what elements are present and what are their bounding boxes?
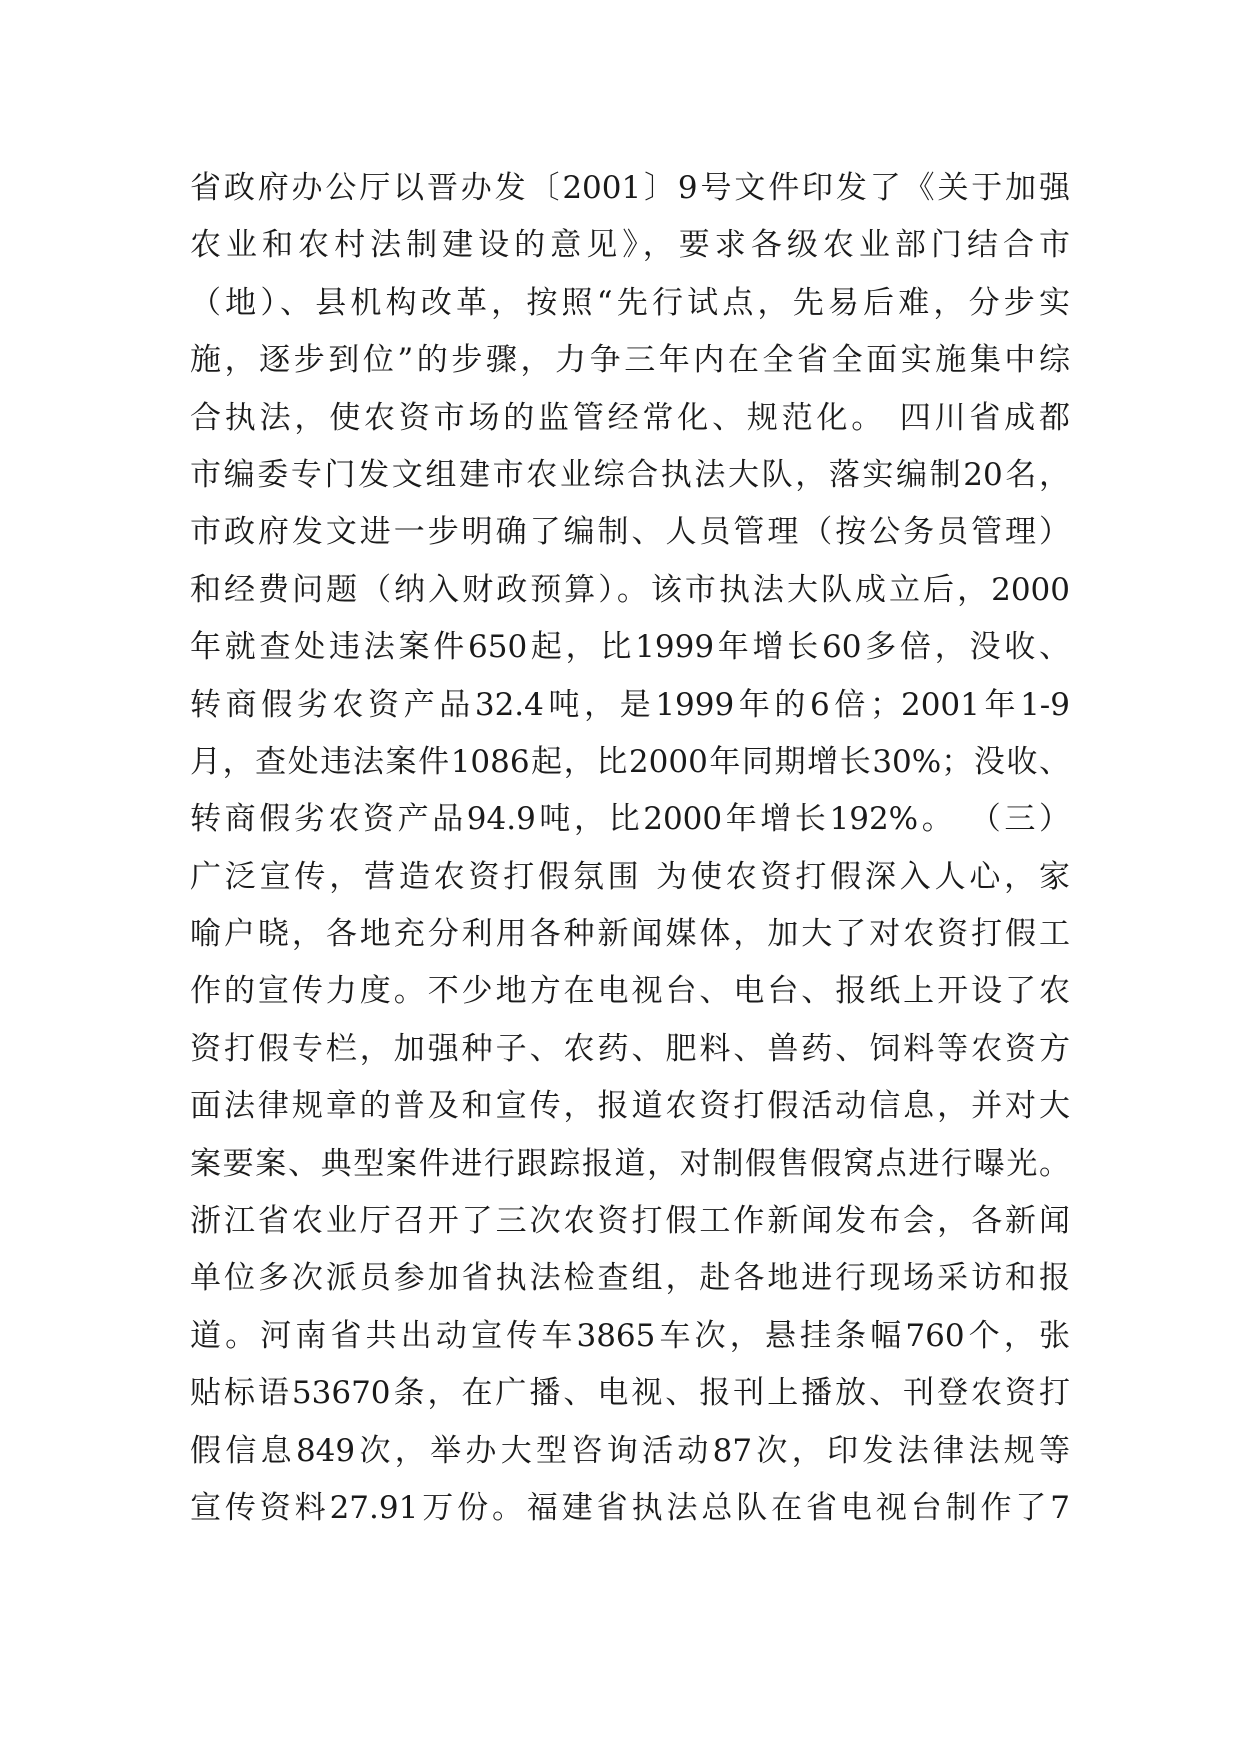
text-line: 广泛宣传，营造农资打假氛围 为使农资打假深入人心，家: [190, 858, 1070, 895]
text-line: 合执法，使农资市场的监管经常化、规范化。 四川省成都: [190, 399, 1070, 436]
text-line: 喻户晓，各地充分利用各种新闻媒体，加大了对农资打假工: [190, 916, 1070, 953]
text-line: 浙江省农业厅召开了三次农资打假工作新闻发布会，各新闻: [190, 1203, 1070, 1240]
text-line: 市编委专门发文组建市农业综合执法大队，落实编制20名，: [190, 456, 1070, 493]
text-line: 案要案、典型案件进行跟踪报道，对制假售假窝点进行曝光。: [190, 1145, 1070, 1182]
text-line: 转商假劣农资产品32.4吨，是1999年的6倍；2001年1-9: [190, 686, 1070, 723]
text-line: 道。河南省共出动宣传车3865车次，悬挂条幅760个，张: [190, 1317, 1070, 1354]
text-line: 宣传资料27.91万份。福建省执法总队在省电视台制作了7: [190, 1489, 1070, 1526]
text-line: （地）、县机构改革，按照“先行试点，先易后难，分步实: [190, 284, 1070, 321]
text-line: 资打假专栏，加强种子、农药、肥料、兽药、饲料等农资方: [190, 1030, 1070, 1067]
text-line: 施，逐步到位”的步骤，力争三年内在全省全面实施集中综: [190, 342, 1070, 379]
text-line: 面法律规章的普及和宣传，报道农资打假活动信息，并对大: [190, 1088, 1070, 1125]
text-line: 农业和农村法制建设的意见》，要求各级农业部门结合市: [190, 227, 1070, 264]
text-line: 年就查处违法案件650起，比1999年增长60多倍，没收、: [190, 629, 1070, 666]
text-line: 贴标语53670条，在广播、电视、报刊上播放、刊登农资打: [190, 1375, 1070, 1412]
text-line: 和经费问题（纳入财政预算）。该市执法大队成立后，2000: [190, 571, 1070, 608]
text-line: 省政府办公厅以晋办发〔2001〕9号文件印发了《关于加强: [190, 170, 1070, 206]
text-line: 假信息849次，举办大型咨询活动87次，印发法律法规等: [190, 1432, 1070, 1469]
text-line: 单位多次派员参加省执法检查组，赴各地进行现场采访和报: [190, 1260, 1070, 1297]
text-line: 市政府发文进一步明确了编制、人员管理（按公务员管理）: [190, 514, 1070, 551]
text-line: 转商假劣农资产品94.9吨，比2000年增长192%。 （三）: [190, 801, 1070, 838]
body-text: [190, 160, 1070, 1537]
text-line: 月，查处违法案件1086起，比2000年同期增长30%；没收、: [190, 743, 1070, 780]
text-line: 作的宣传力度。不少地方在电视台、电台、报纸上开设了农: [190, 973, 1070, 1010]
